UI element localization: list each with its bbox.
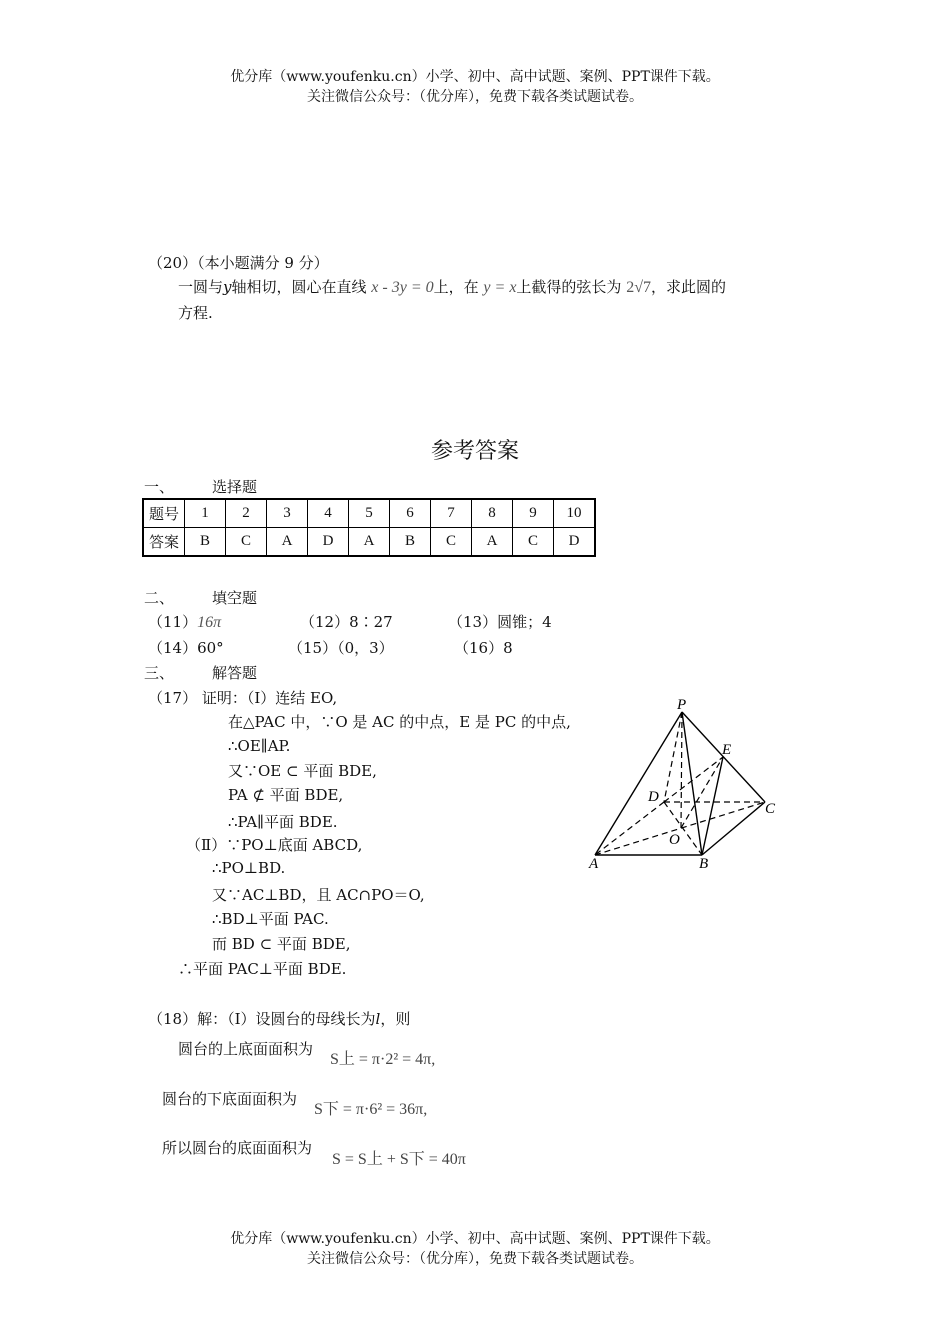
pyramid-figure (580, 690, 790, 875)
section-3-label: 解答题 (212, 664, 258, 682)
table-cell: C (431, 528, 472, 557)
edge-pb (682, 712, 702, 855)
answer-table (142, 498, 596, 557)
table-cell: D (308, 528, 349, 557)
table-cell: 4 (308, 499, 349, 528)
edge-oe (681, 757, 723, 828)
section-1-number: 一、 (144, 478, 175, 496)
answer-15: （15）（0，3） (288, 639, 394, 657)
header-line-1: 优分库（www.youfenku.cn）小学、初中、高中试题、案例、PPT课件下载。 (230, 69, 720, 85)
table-cell: C (513, 528, 554, 557)
q17-line-9: 又∵AC⊥BD，且 AC∩PO＝O, (212, 886, 425, 904)
table-row-answers (143, 528, 595, 557)
section-3-number: 三、 (144, 664, 175, 682)
table-cell: C (226, 528, 267, 557)
q17-line-12: ∴平面 PAC⊥平面 BDE. (178, 960, 347, 978)
table-cell: 1 (185, 499, 226, 528)
q18-formula-3: S = S上 + S下 = 40π (332, 1151, 466, 1168)
table-cell: 7 (431, 499, 472, 528)
label-c: C (765, 801, 776, 817)
footer-line-2: 关注微信公众号：（优分库），免费下载各类试题试卷。 (307, 1251, 643, 1267)
q18-line-1: （18）解：（Ⅰ）设圆台的母线长为l，则 (148, 1010, 411, 1028)
table-cell: B (390, 528, 431, 557)
q17-line-2: 在△PAC 中，∵O 是 AC 的中点，E 是 PC 的中点, (228, 713, 571, 731)
table-cell: 5 (349, 499, 390, 528)
table-row-numbers (143, 499, 595, 528)
q17-line-8: ∴PO⊥BD. (212, 859, 286, 877)
section-2-label: 填空题 (212, 589, 258, 607)
table-cell: 2 (226, 499, 267, 528)
section-2-number: 二、 (144, 589, 175, 607)
label-o: O (669, 832, 680, 848)
q18-formula-2: S下 = π·6² = 36π, (314, 1101, 428, 1118)
answer-14: （14）60° (148, 639, 224, 657)
header-line-2: 关注微信公众号：（优分库），免费下载各类试题试卷。 (307, 89, 643, 105)
table-cell: 3 (267, 499, 308, 528)
label-p: P (677, 697, 687, 713)
q20-text-line-2: 方程. (178, 304, 213, 322)
label-d: D (648, 789, 659, 805)
edge-ad (595, 802, 664, 855)
table-row-head: 答案 (143, 528, 185, 557)
answer-12: （12）8∶27 (300, 613, 393, 631)
q17-line-3: ∴OE∥AP. (228, 737, 291, 755)
q17-line-10: ∴BD⊥平面 PAC. (212, 910, 329, 928)
table-cell: 10 (554, 499, 596, 528)
table-cell: A (472, 528, 513, 557)
table-cell: B (185, 528, 226, 557)
q17-line-11: 而 BD ⊂ 平面 BDE, (212, 935, 351, 953)
table-cell: 6 (390, 499, 431, 528)
section-1-label: 选择题 (212, 478, 258, 496)
label-e: E (722, 742, 732, 758)
q18-line-3: 圆台的下底面面积为 (162, 1090, 298, 1108)
answers-title: 参考答案 (430, 439, 519, 464)
table-cell: 8 (472, 499, 513, 528)
answer-13: （13）圆锥；4 (448, 613, 552, 631)
q18-line-4: 所以圆台的底面面积为 (162, 1139, 313, 1157)
label-a: A (589, 856, 599, 872)
q17-line-7: （Ⅱ）∵PO⊥底面 ABCD, (186, 836, 363, 854)
q17-line-4: 又∵OE ⊂ 平面 BDE, (228, 762, 377, 780)
q17-line-1: （17） 证明：（Ⅰ）连结 EO, (148, 689, 338, 707)
table-cell: 9 (513, 499, 554, 528)
table-cell: A (267, 528, 308, 557)
answer-11: （11）16π (148, 613, 222, 631)
q20-heading: （20）（本小题满分 9 分） (148, 254, 329, 272)
q18-line-2: 圆台的上底面面积为 (178, 1040, 314, 1058)
table-row-head: 题号 (143, 499, 185, 528)
q17-line-5: PA ⊄ 平面 BDE, (228, 786, 344, 804)
label-b: B (699, 856, 709, 872)
q20-text-line-1: 一圆与y轴相切，圆心在直线 x - 3y = 0上，在 y = x上截得的弦长为 2√7，求此圆的 (178, 278, 727, 296)
answer-16: （16）8 (454, 639, 513, 657)
diag-ac (595, 802, 765, 855)
footer-line-1: 优分库（www.youfenku.cn）小学、初中、高中试题、案例、PPT课件下载。 (230, 1231, 720, 1247)
q18-formula-1: S上 = π·2² = 4π, (330, 1051, 436, 1068)
table-cell: D (554, 528, 596, 557)
table-cell: A (349, 528, 390, 557)
q17-line-6: ∴PA∥平面 BDE. (228, 813, 338, 831)
edge-po (681, 712, 682, 828)
